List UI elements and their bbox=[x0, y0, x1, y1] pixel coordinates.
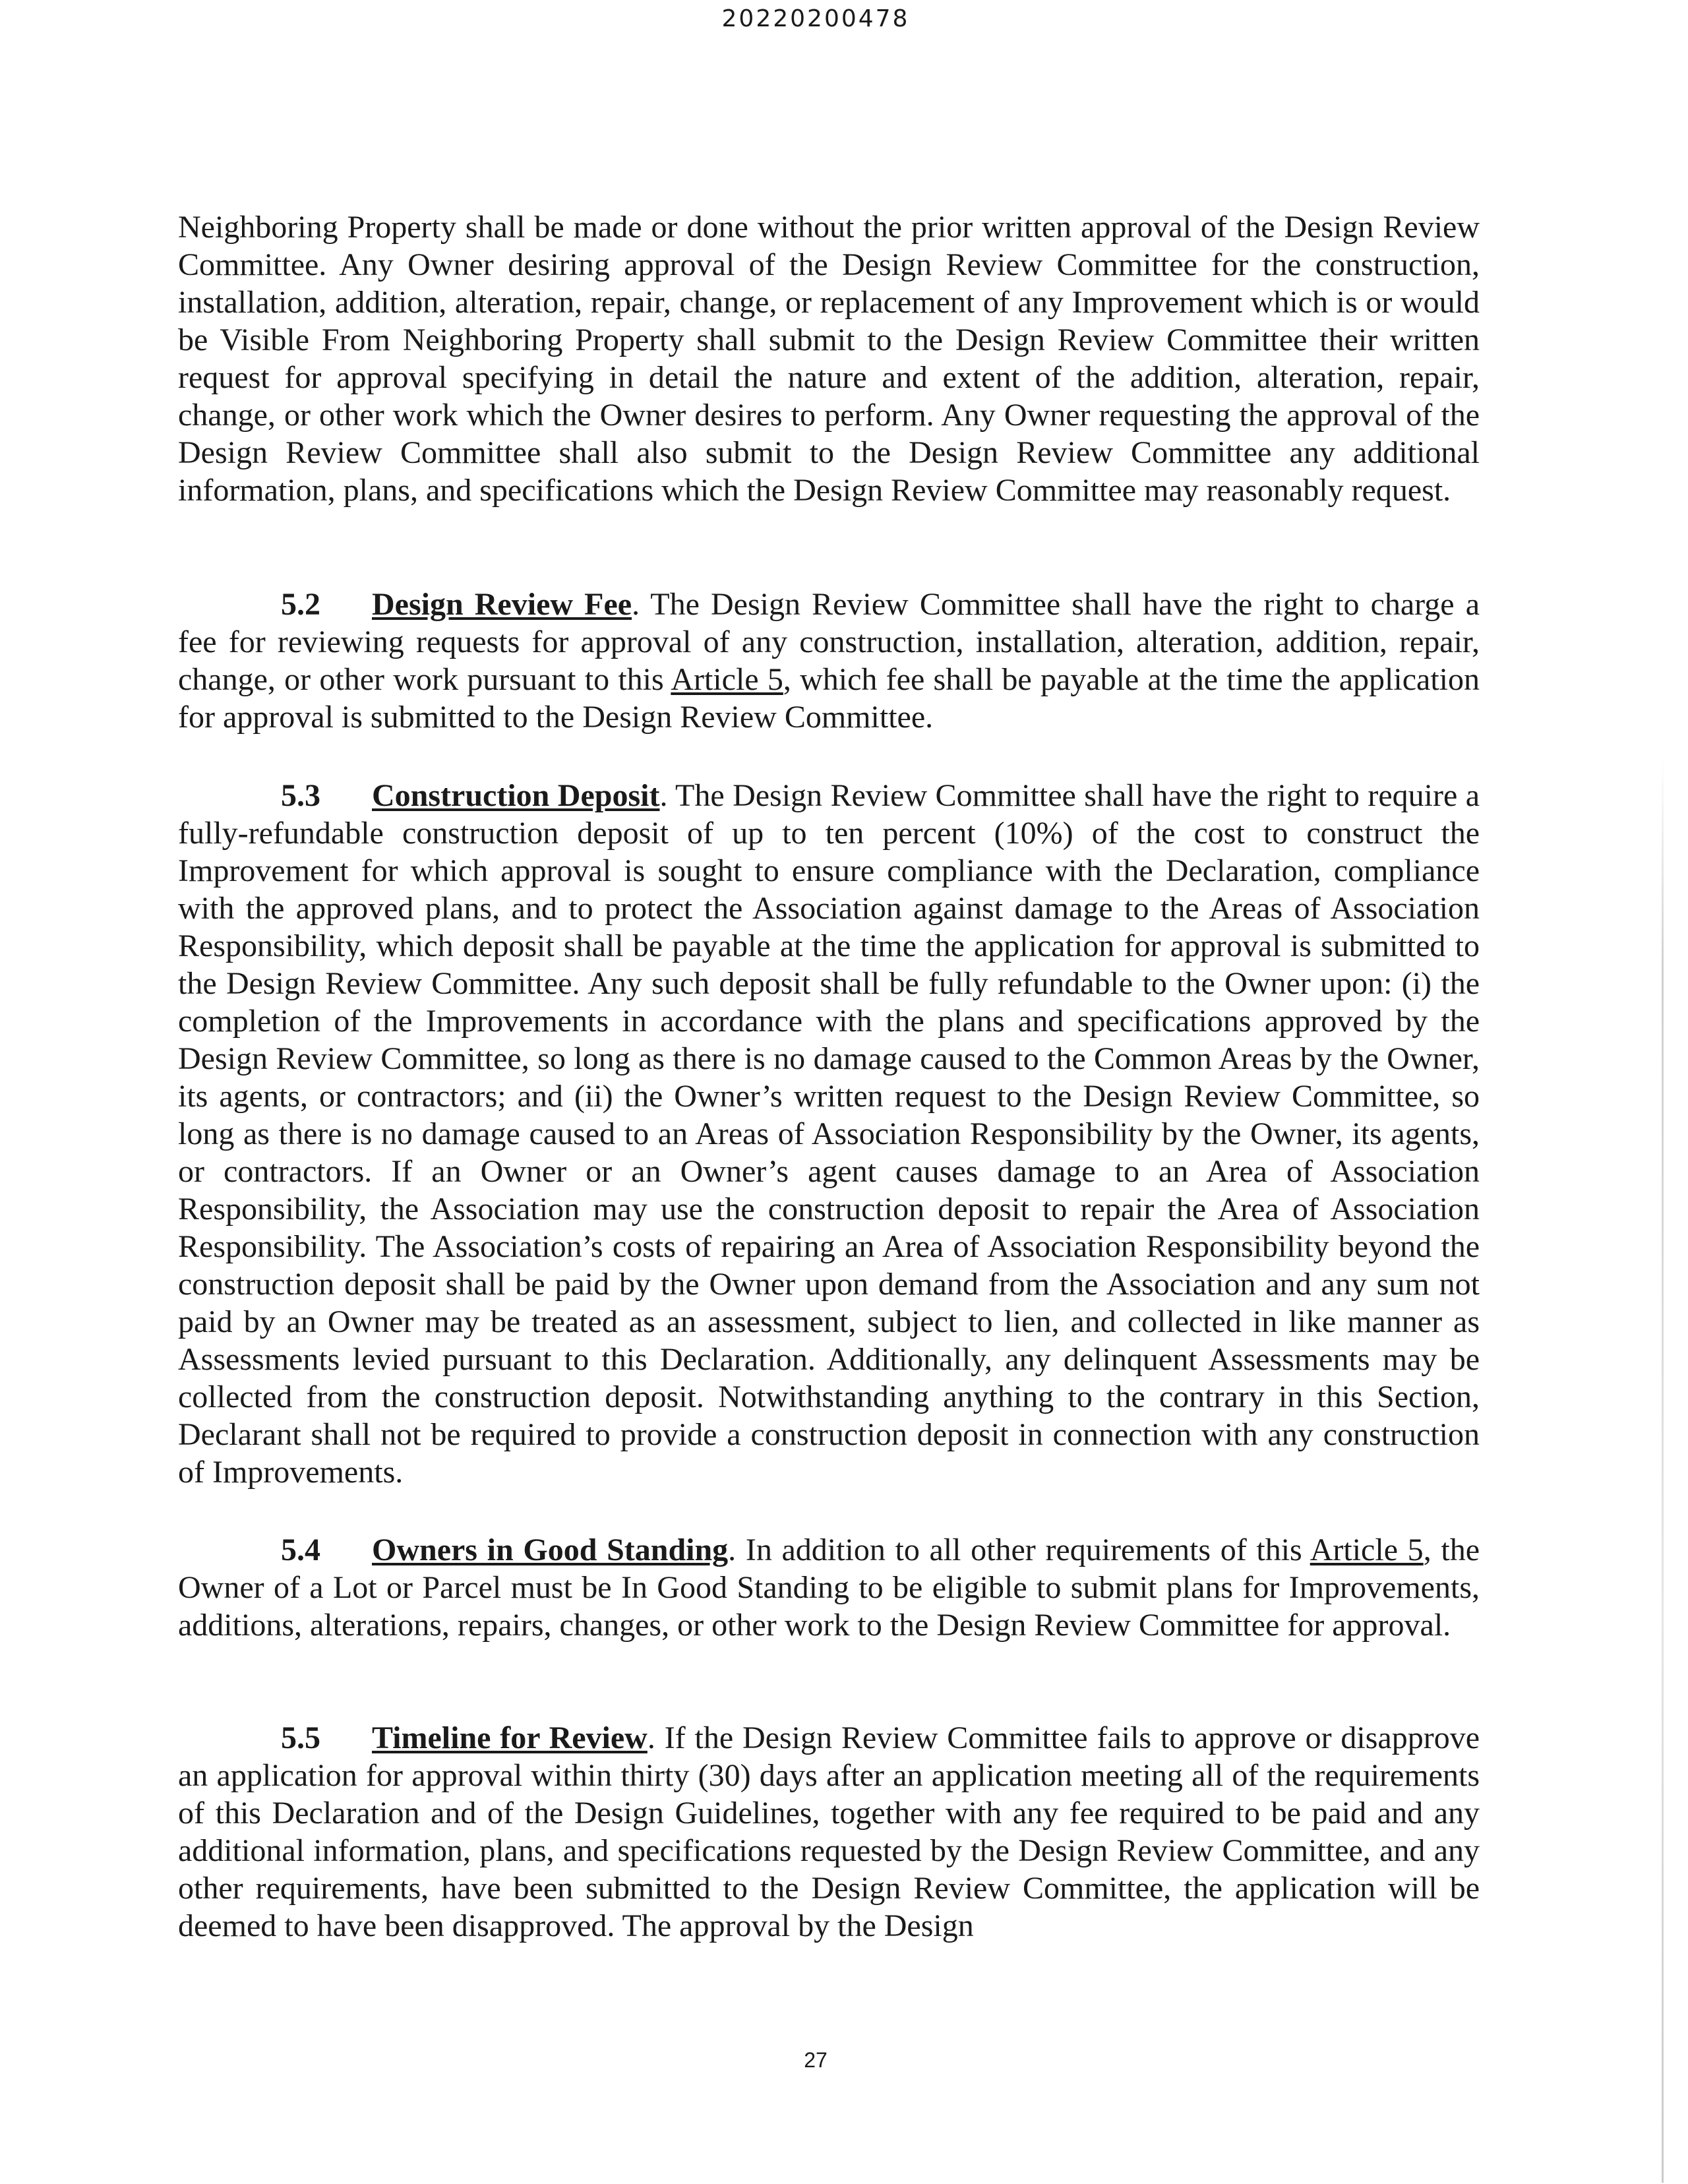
section-number: 5.2 bbox=[281, 587, 320, 622]
section-title: Timeline for Review bbox=[372, 1720, 648, 1755]
section-number: 5.4 bbox=[281, 1532, 320, 1567]
section-title-period: . bbox=[659, 778, 668, 813]
article-reference: Article 5 bbox=[1310, 1532, 1424, 1567]
section-5-3 bbox=[178, 777, 1480, 1491]
section-text: , which fee shall be payable at the time the application for approval is submitted to the Design Review Committee. bbox=[178, 662, 1480, 735]
page-number: 27 bbox=[804, 2048, 828, 2072]
section-number: 5.5 bbox=[281, 1720, 320, 1755]
section-title: Owners in Good Standing bbox=[372, 1532, 729, 1567]
section-title: Construction Deposit bbox=[372, 778, 660, 813]
document-number: 20220200478 bbox=[721, 5, 910, 32]
paragraph-text: Neighboring Property shall be made or done without the prior written approval of the Design Review Committee. Any Owner desiring approval of the Design Review Committee for the construction, installation, addition, alteration, repair, change, or replacement of any Improvement which is or would be Visible From Neighboring Property shall submit to the Design Review Committee their written request for approval specifying in detail the nature and extent of the addition, alteration, repair, change, or other work which the Owner desires to perform. Any Owner requesting the approval of the Design Review Committee shall also submit to the Design Review Committee any additional information, plans, and specifications which the Design Review Committee may reasonably request. bbox=[178, 210, 1480, 508]
section-number: 5.3 bbox=[281, 778, 320, 813]
section-text: If the Design Review Committee fails to approve or disapprove an application for approval within thirty (30) days after an application meeting all of the requirements of this Declaration and of the Design Guidelines, together with any fee required to be paid and any additional information, plans, and specifications requested by the Design Review Committee, and any other requirements, have been submitted to the Design Review Committee, the application will be deemed to have been disapproved. The approval by the Design bbox=[178, 1720, 1480, 1943]
section-text: The Design Review Committee shall have the right to require a fully-refundable construction deposit of up to ten percent (10%) of the cost to construct the Improvement for which approval is sought to ensure compliance with the Declaration, compliance with the approved plans, and to protect the Association against damage to the Areas of Association Responsibility, which deposit shall be payable at the time the application for approval is submitted to the Design Review Committee. Any such deposit shall be fully refundable to the Owner upon: (i) the completion of the Improvements in accordance with the plans and specifications approved by the Design Review Committee, so long as there is no damage caused to the Common Areas by the Owner, its agents, or contractors; and (ii) the Owner’s written request to the Design Review Committee, so long as there is no damage caused to an Areas of Association Responsibility by the Owner, its agents, or contractors. If an Owner or an Owner’s agent causes damage to an Area of Association Responsibility, the Association may use the construction deposit to repair the Area of Association Responsibility. The Association’s costs of repairing an Area of Association Responsibility beyond the construction deposit shall be paid by the Owner upon demand from the Association and any sum not paid by an Owner may be treated as an assessment, subject to lien, and collected in like manner as Assessments levied pursuant to this Declaration. Additionally, any delinquent Assessments may be collected from the construction deposit. Notwithstanding anything to the contrary in this Section, Declarant shall not be required to provide a construction deposit in connection with any construction of Improvements. bbox=[178, 778, 1480, 1490]
section-title: Design Review Fee bbox=[372, 587, 632, 622]
section-text: In addition to all other requirements of this bbox=[736, 1532, 1310, 1567]
section-text: , the Owner of a Lot or Parcel must be In Good Standing to be eligible to submit plans for Improvements, additions, alterations, repairs, changes, or other work to the Design Review Committee for approval. bbox=[178, 1532, 1480, 1643]
section-title-period: . bbox=[728, 1532, 737, 1567]
section-5-2 bbox=[178, 586, 1480, 736]
section-5-5 bbox=[178, 1719, 1480, 1945]
section-title-period: . bbox=[632, 587, 640, 622]
article-reference: Article 5 bbox=[671, 662, 783, 697]
scan-edge-shadow bbox=[1662, 758, 1664, 2183]
section-5-4 bbox=[178, 1531, 1480, 1644]
paragraph-continuation bbox=[178, 208, 1480, 509]
section-text: The Design Review Committee shall have the right to charge a fee for reviewing requests for approval of any construction, installation, alteration, addition, repair, change, or other work pursuant to this bbox=[178, 587, 1480, 697]
section-title-period: . bbox=[647, 1720, 655, 1755]
